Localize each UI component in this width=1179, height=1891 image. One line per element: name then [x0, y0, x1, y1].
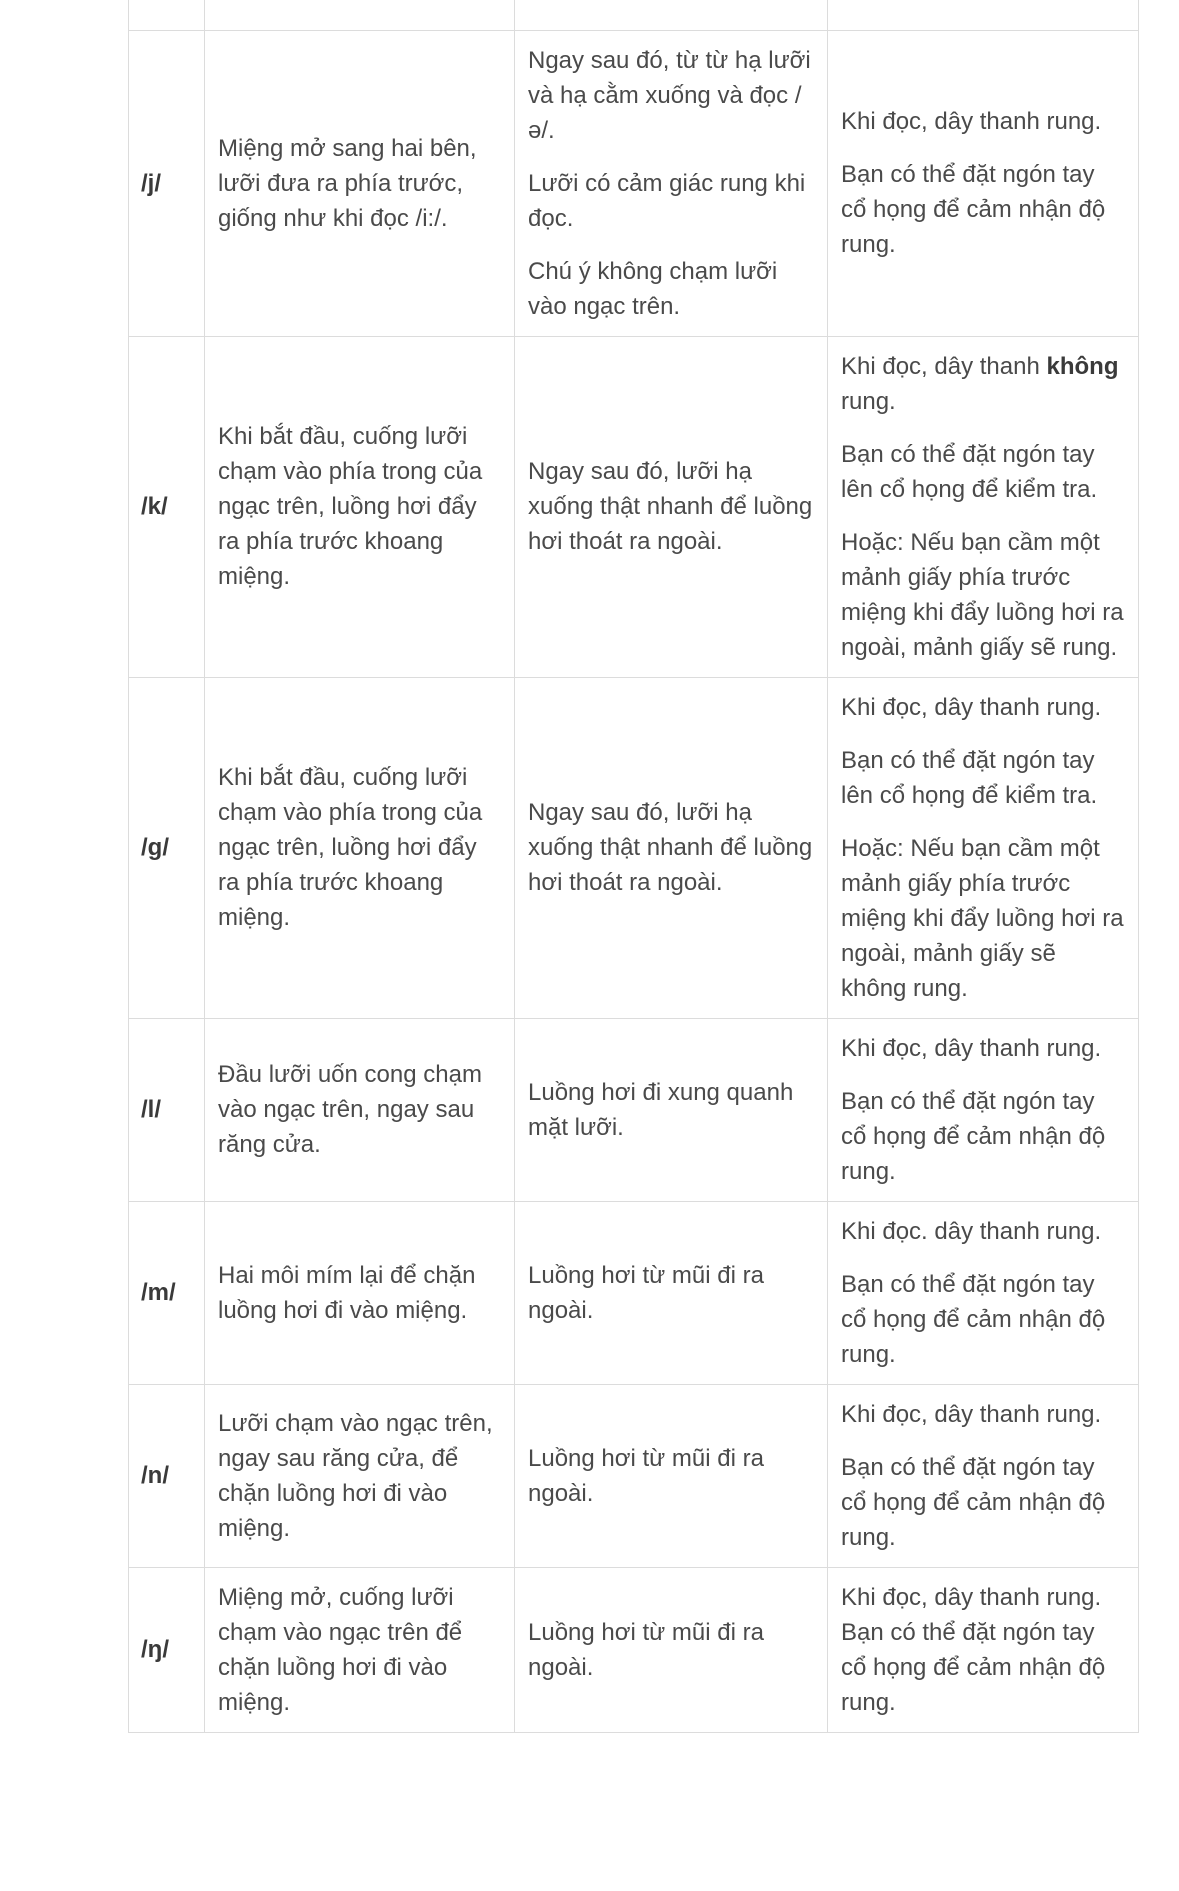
voicing-note-cell — [828, 336, 1139, 677]
mouth-position-cell — [205, 30, 515, 336]
articulation-action-text: Ngay sau đó, lưỡi hạ xuống thật nhanh để luồng hơi thoát ra ngoài. — [528, 458, 813, 555]
voicing-text-segment: Khi đọc, dây thanh rung. Bạn có thể đặt ngón tay cổ họng để cảm nhận độ rung. — [841, 1583, 1106, 1716]
voicing-note-text — [841, 1084, 1125, 1189]
articulation-action-text: Luồng hơi đi xung quanh mặt lưỡi. — [528, 1078, 794, 1141]
voicing-text-segment: Khi đọc, dây thanh rung. — [841, 693, 1102, 721]
phoneme-symbol-cell — [129, 1201, 205, 1384]
voicing-note-text — [841, 525, 1125, 665]
mouth-position-text: Khi bắt đầu, cuống lưỡi chạm vào phía trong của ngạc trên, luồng hơi đẩy ra phía trước khoang miệng. — [218, 423, 483, 590]
mouth-position-text: Khi bắt đầu, cuống lưỡi chạm vào phía trong của ngạc trên, luồng hơi đẩy ra phía trước khoang miệng. — [218, 764, 483, 931]
articulation-action-text: Ngay sau đó, lưỡi hạ xuống thật nhanh để luồng hơi thoát ra ngoài. — [528, 799, 813, 896]
voicing-note-text — [841, 831, 1125, 1006]
voicing-text-segment: Hoặc: Nếu bạn cầm một mảnh giấy phía trước miệng khi đẩy luồng hơi ra ngoài, mảnh giấy sẽ không rung. — [841, 834, 1124, 1002]
mouth-position-cell — [205, 1567, 515, 1732]
articulation-action-cell — [515, 1018, 828, 1201]
voicing-note-text — [841, 743, 1125, 813]
phoneme-symbol: /ŋ/ — [141, 1636, 169, 1663]
mouth-position-cell — [205, 1018, 515, 1201]
table-row — [129, 677, 1139, 1018]
voicing-note-text — [841, 157, 1125, 262]
voicing-note-cell — [828, 1201, 1139, 1384]
voicing-note-text — [841, 1450, 1125, 1555]
table-row — [129, 336, 1139, 677]
phoneme-symbol: /j/ — [141, 169, 162, 197]
phoneme-symbol-cell — [129, 677, 205, 1018]
stub-cell — [828, 0, 1139, 30]
articulation-action-text: Luồng hơi từ mũi đi ra ngoài. — [528, 1444, 764, 1507]
voicing-note-text — [841, 690, 1125, 725]
phoneme-symbol: /k/ — [141, 493, 168, 520]
voicing-note-cell — [828, 1018, 1139, 1201]
consonant-pronunciation-table — [128, 0, 1139, 1733]
table-row — [129, 1384, 1139, 1567]
voicing-text-segment: Bạn có thể đặt ngón tay lên cổ họng để kiểm tra. — [841, 440, 1098, 503]
phoneme-symbol: /m/ — [141, 1279, 176, 1306]
phoneme-symbol-cell — [129, 1384, 205, 1567]
phoneme-symbol-cell — [129, 30, 205, 336]
voicing-note-text — [841, 437, 1125, 507]
articulation-action-text: Ngay sau đó, từ từ hạ lưỡi và hạ cằm xuống và đọc /ə/. — [528, 46, 811, 144]
articulation-action-text: Lưỡi có cảm giác rung khi đọc. — [528, 169, 806, 232]
phoneme-symbol: /g/ — [141, 834, 169, 861]
voicing-text-segment: Khi đọc, dây thanh rung. — [841, 1400, 1102, 1428]
voicing-text-segment: Bạn có thể đặt ngón tay cổ họng để cảm nhận độ rung. — [841, 1453, 1106, 1551]
voicing-text-segment: Hoặc: Nếu bạn cầm một mảnh giấy phía trước miệng khi đẩy luồng hơi ra ngoài, mảnh giấy sẽ rung. — [841, 528, 1124, 661]
stub-cell — [205, 0, 515, 30]
voicing-note-text — [841, 1214, 1125, 1249]
voicing-note-cell — [828, 30, 1139, 336]
phoneme-symbol: /l/ — [141, 1096, 162, 1123]
table-row — [129, 30, 1139, 336]
voicing-emphasis: không — [1046, 352, 1119, 380]
voicing-text-segment: Khi đọc. dây thanh rung. — [841, 1217, 1102, 1245]
voicing-text-segment: Khi đọc, dây thanh — [841, 352, 1047, 380]
mouth-position-cell — [205, 677, 515, 1018]
voicing-note-text — [841, 1267, 1125, 1372]
phoneme-symbol-cell — [129, 336, 205, 677]
voicing-text-segment: Bạn có thể đặt ngón tay cổ họng để cảm nhận độ rung. — [841, 1087, 1106, 1185]
mouth-position-cell — [205, 1384, 515, 1567]
voicing-note-text — [841, 1031, 1125, 1066]
phoneme-symbol-cell — [129, 1567, 205, 1732]
articulation-action-cell — [515, 1567, 828, 1732]
articulation-action-cell — [515, 1384, 828, 1567]
mouth-position-cell — [205, 336, 515, 677]
articulation-action-text: Luồng hơi từ mũi đi ra ngoài. — [528, 1261, 764, 1324]
voicing-text-segment: rung. — [841, 387, 896, 415]
table-row — [129, 1201, 1139, 1384]
mouth-position-text: Lưỡi chạm vào ngạc trên, ngay sau răng cửa, để chặn luồng hơi đi vào miệng. — [218, 1409, 493, 1542]
articulation-action-cell — [515, 1201, 828, 1384]
voicing-note-cell — [828, 1384, 1139, 1567]
voicing-note-text — [841, 1580, 1125, 1720]
voicing-text-segment: Khi đọc, dây thanh rung. — [841, 108, 1102, 135]
voicing-note-text — [841, 104, 1125, 139]
mouth-position-text: Đầu lưỡi uốn cong chạm vào ngạc trên, ngay sau răng cửa. — [218, 1061, 482, 1158]
mouth-position-text: Hai môi mím lại để chặn luồng hơi đi vào miệng. — [218, 1261, 476, 1324]
voicing-text-segment: Bạn có thể đặt ngón tay lên cổ họng để kiểm tra. — [841, 746, 1098, 809]
pronunciation-table-container — [128, 0, 1138, 1733]
articulation-action-text: Luồng hơi từ mũi đi ra ngoài. — [528, 1618, 764, 1681]
articulation-action-cell — [515, 30, 828, 336]
table-row — [129, 1018, 1139, 1201]
table-body — [129, 0, 1139, 1732]
voicing-text-segment: Bạn có thể đặt ngón tay cổ họng để cảm nhận độ rung. — [841, 161, 1106, 258]
voicing-text-segment: Khi đọc, dây thanh rung. — [841, 1034, 1102, 1062]
voicing-note-text — [841, 1397, 1125, 1432]
table-row — [129, 1567, 1139, 1732]
voicing-note-cell — [828, 1567, 1139, 1732]
stub-cell — [129, 0, 205, 30]
mouth-position-text: Miệng mở, cuống lưỡi chạm vào ngạc trên để chặn luồng hơi đi vào miệng. — [218, 1583, 463, 1716]
articulation-action-text: Chú ý không chạm lưỡi vào ngạc trên. — [528, 257, 778, 320]
voicing-note-text — [841, 349, 1125, 419]
mouth-position-text: Miệng mở sang hai bên, lưỡi đưa ra phía trước, giống như khi đọc /i:/. — [218, 134, 477, 232]
stub-cell — [515, 0, 828, 30]
voicing-text-segment: Bạn có thể đặt ngón tay cổ họng để cảm nhận độ rung. — [841, 1270, 1106, 1368]
phoneme-symbol: /n/ — [141, 1462, 169, 1489]
mouth-position-cell — [205, 1201, 515, 1384]
voicing-note-cell — [828, 677, 1139, 1018]
articulation-action-cell — [515, 677, 828, 1018]
phoneme-symbol-cell — [129, 1018, 205, 1201]
table-row-stub — [129, 0, 1139, 30]
articulation-action-cell — [515, 336, 828, 677]
